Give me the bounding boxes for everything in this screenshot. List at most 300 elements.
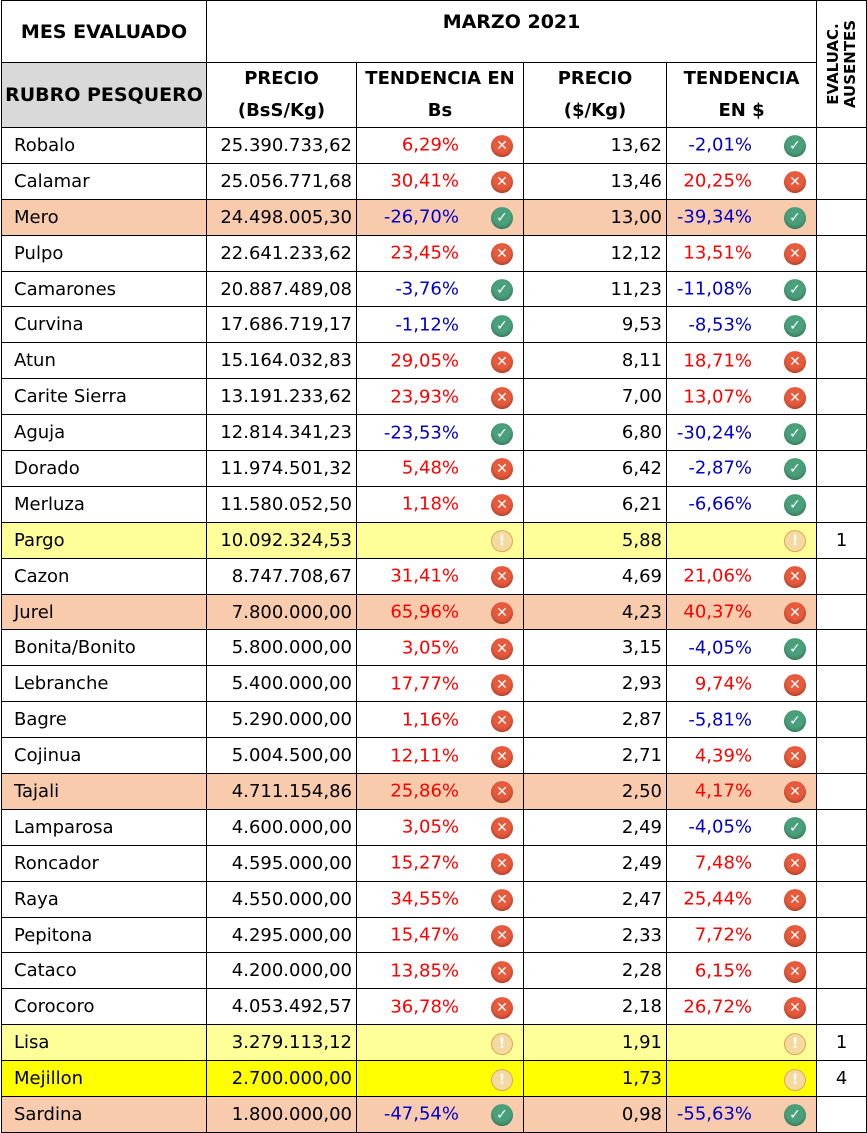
rubro-name: Raya bbox=[2, 881, 207, 917]
evaluac-ausentes-value bbox=[817, 415, 867, 451]
month-title: MARZO 2021 bbox=[207, 1, 817, 63]
check-circle-icon: ✓ bbox=[784, 1105, 806, 1127]
trend-percent: -3,76% bbox=[395, 278, 459, 300]
trend-percent: 6,29% bbox=[401, 134, 459, 156]
rubro-name: Corocoro bbox=[2, 989, 207, 1025]
precio-usd-value: 6,21 bbox=[524, 486, 667, 522]
x-circle-icon: ✕ bbox=[784, 961, 806, 983]
trend-percent: 1,16% bbox=[401, 709, 459, 731]
precio-bs-value: 20.887.489,08 bbox=[207, 271, 357, 307]
tendencia-usd-cell bbox=[667, 774, 817, 810]
precio-usd-line2: ($/Kg) bbox=[563, 100, 627, 121]
trend-percent: -1,12% bbox=[395, 314, 459, 336]
table-row bbox=[2, 702, 867, 738]
rubro-name: Bagre bbox=[2, 702, 207, 738]
rubro-name: Lamparosa bbox=[2, 809, 207, 845]
tendencia-bs-cell bbox=[357, 163, 524, 199]
trend-percent: 65,96% bbox=[390, 601, 459, 623]
tendencia-bs-cell bbox=[357, 845, 524, 881]
rubro-name: Robalo bbox=[2, 128, 207, 164]
tendencia-usd-line2: EN $ bbox=[718, 100, 765, 121]
tendencia-bs-cell bbox=[357, 666, 524, 702]
rubro-name: Lisa bbox=[2, 1025, 207, 1061]
precio-bs-value: 4.600.000,00 bbox=[207, 809, 357, 845]
check-circle-icon: ✓ bbox=[784, 638, 806, 660]
evaluac-ausentes-value bbox=[817, 738, 867, 774]
x-circle-icon: ✕ bbox=[491, 746, 513, 768]
evaluac-ausentes-value bbox=[817, 666, 867, 702]
precio-bs-value: 4.295.000,00 bbox=[207, 917, 357, 953]
trend-percent: -55,63% bbox=[676, 1103, 753, 1125]
tendencia-bs-cell bbox=[357, 486, 524, 522]
tendencia-usd-cell bbox=[667, 809, 817, 845]
precio-bs-value: 4.053.492,57 bbox=[207, 989, 357, 1025]
trend-percent: 30,41% bbox=[390, 170, 459, 192]
tendencia-usd-cell bbox=[667, 702, 817, 738]
precio-usd-value: 6,42 bbox=[524, 451, 667, 487]
warning-circle-icon: ! bbox=[491, 1069, 513, 1091]
evaluac-ausentes-value bbox=[817, 1097, 867, 1133]
trend-percent: -23,53% bbox=[383, 422, 459, 444]
x-circle-icon: ✕ bbox=[491, 889, 513, 911]
evaluac-ausentes-header bbox=[817, 1, 867, 128]
evaluac-ausentes-value bbox=[817, 271, 867, 307]
tendencia-usd-cell bbox=[667, 558, 817, 594]
table-row bbox=[2, 451, 867, 487]
check-circle-icon: ✓ bbox=[784, 315, 806, 337]
warning-circle-icon: ! bbox=[491, 1033, 513, 1055]
x-circle-icon: ✕ bbox=[784, 171, 806, 193]
trend-percent: 20,25% bbox=[683, 170, 753, 192]
table-row bbox=[2, 415, 867, 451]
trend-percent: -5,81% bbox=[688, 709, 753, 731]
precio-bs-value: 2.700.000,00 bbox=[207, 1061, 357, 1097]
trend-percent: -8,53% bbox=[688, 314, 753, 336]
trend-percent: 13,07% bbox=[683, 386, 753, 408]
rubro-name: Atun bbox=[2, 343, 207, 379]
tendencia-usd-cell bbox=[667, 953, 817, 989]
table-row bbox=[2, 1061, 867, 1097]
precio-bs-value: 4.550.000,00 bbox=[207, 881, 357, 917]
x-circle-icon: ✕ bbox=[491, 782, 513, 804]
x-circle-icon: ✕ bbox=[784, 889, 806, 911]
rubro-name: Merluza bbox=[2, 486, 207, 522]
trend-percent: -30,24% bbox=[676, 422, 753, 444]
trend-percent: 1,18% bbox=[401, 493, 459, 515]
tendencia-usd-cell bbox=[667, 881, 817, 917]
tendencia-usd-cell bbox=[667, 271, 817, 307]
rubro-name: Dorado bbox=[2, 451, 207, 487]
precio-bs-line1: PRECIO bbox=[244, 68, 319, 89]
precio-bs-value: 12.814.341,23 bbox=[207, 415, 357, 451]
tendencia-usd-cell bbox=[667, 1061, 817, 1097]
precio-usd-value: 2,47 bbox=[524, 881, 667, 917]
evaluac-ausentes-value: 1 bbox=[817, 522, 867, 558]
check-circle-icon: ✓ bbox=[784, 136, 806, 158]
x-circle-icon: ✕ bbox=[784, 853, 806, 875]
tendencia-usd-cell bbox=[667, 235, 817, 271]
trend-percent: 5,48% bbox=[401, 457, 459, 479]
x-circle-icon: ✕ bbox=[491, 925, 513, 947]
tendencia-bs-cell bbox=[357, 774, 524, 810]
table-row bbox=[2, 271, 867, 307]
x-circle-icon: ✕ bbox=[491, 961, 513, 983]
trend-percent: 12,11% bbox=[390, 745, 459, 767]
precio-bs-value: 5.800.000,00 bbox=[207, 630, 357, 666]
precio-usd-value: 5,88 bbox=[524, 522, 667, 558]
precio-usd-value: 9,53 bbox=[524, 307, 667, 343]
table-row bbox=[2, 738, 867, 774]
trend-percent: -11,08% bbox=[676, 278, 753, 300]
evaluac-ausentes-value bbox=[817, 702, 867, 738]
precio-usd-value: 4,23 bbox=[524, 594, 667, 630]
tendencia-usd-cell bbox=[667, 307, 817, 343]
rubro-name: Lebranche bbox=[2, 666, 207, 702]
trend-percent: 4,39% bbox=[694, 745, 753, 767]
trend-percent: 40,37% bbox=[683, 601, 753, 623]
tendencia-bs-cell bbox=[357, 271, 524, 307]
tendencia-usd-cell bbox=[667, 415, 817, 451]
table-row bbox=[2, 845, 867, 881]
rubro-name: Carite Sierra bbox=[2, 379, 207, 415]
tendencia-usd-cell bbox=[667, 343, 817, 379]
table-row bbox=[2, 379, 867, 415]
tendencia-usd-cell bbox=[667, 1025, 817, 1061]
tendencia-bs-cell bbox=[357, 989, 524, 1025]
precio-usd-value: 2,28 bbox=[524, 953, 667, 989]
table-row bbox=[2, 774, 867, 810]
tendencia-bs-cell bbox=[357, 522, 524, 558]
tendencia-usd-cell bbox=[667, 917, 817, 953]
precio-usd-line1: PRECIO bbox=[557, 68, 633, 89]
evaluac-ausentes-value bbox=[817, 199, 867, 235]
precio-usd-value: 0,98 bbox=[524, 1097, 667, 1133]
precio-usd-value: 2,18 bbox=[524, 989, 667, 1025]
precio-bs-value: 11.580.052,50 bbox=[207, 486, 357, 522]
precio-usd-value: 2,49 bbox=[524, 809, 667, 845]
precio-bs-value: 7.800.000,00 bbox=[207, 594, 357, 630]
x-circle-icon: ✕ bbox=[491, 136, 513, 158]
evaluac-ausentes-value bbox=[817, 809, 867, 845]
mes-evaluado-label: MES EVALUADO bbox=[2, 1, 207, 63]
trend-percent: -6,66% bbox=[688, 493, 753, 515]
check-circle-icon: ✓ bbox=[784, 279, 806, 301]
tendencia-bs-cell bbox=[357, 451, 524, 487]
table-row bbox=[2, 809, 867, 845]
trend-percent: 25,86% bbox=[390, 780, 459, 802]
tendencia-usd-cell bbox=[667, 486, 817, 522]
precio-usd-value: 1,73 bbox=[524, 1061, 667, 1097]
rubro-name: Camarones bbox=[2, 271, 207, 307]
evaluac-ausentes-value bbox=[817, 881, 867, 917]
trend-percent: -2,01% bbox=[688, 134, 753, 156]
trend-percent: 26,72% bbox=[683, 996, 753, 1018]
x-circle-icon: ✕ bbox=[491, 566, 513, 588]
tendencia-bs-cell bbox=[357, 738, 524, 774]
tendencia-bs-cell bbox=[357, 415, 524, 451]
table-row bbox=[2, 666, 867, 702]
x-circle-icon: ✕ bbox=[491, 459, 513, 481]
table-row bbox=[2, 307, 867, 343]
x-circle-icon: ✕ bbox=[784, 674, 806, 696]
trend-percent: 13,85% bbox=[390, 960, 459, 982]
table-row bbox=[2, 486, 867, 522]
x-circle-icon: ✕ bbox=[784, 997, 806, 1019]
x-circle-icon: ✕ bbox=[491, 638, 513, 660]
trend-percent: 21,06% bbox=[683, 565, 753, 587]
check-circle-icon: ✓ bbox=[784, 494, 806, 516]
evaluac-ausentes-value bbox=[817, 163, 867, 199]
tendencia-bs-cell bbox=[357, 235, 524, 271]
precio-bs-value: 13.191.233,62 bbox=[207, 379, 357, 415]
check-circle-icon: ✓ bbox=[491, 315, 513, 337]
table-row bbox=[2, 343, 867, 379]
tendencia-bs-cell bbox=[357, 1025, 524, 1061]
tendencia-bs-cell bbox=[357, 1097, 524, 1133]
evaluac-ausentes-value bbox=[817, 128, 867, 164]
precio-usd-value: 13,46 bbox=[524, 163, 667, 199]
x-circle-icon: ✕ bbox=[784, 351, 806, 373]
x-circle-icon: ✕ bbox=[784, 387, 806, 409]
precio-usd-value: 11,23 bbox=[524, 271, 667, 307]
precio-usd-value: 6,80 bbox=[524, 415, 667, 451]
header-row-columns bbox=[2, 63, 867, 128]
x-circle-icon: ✕ bbox=[491, 674, 513, 696]
x-circle-icon: ✕ bbox=[491, 997, 513, 1019]
header-row-month bbox=[2, 1, 867, 63]
rubro-name: Cataco bbox=[2, 953, 207, 989]
precio-bs-value: 4.711.154,86 bbox=[207, 774, 357, 810]
table-row bbox=[2, 558, 867, 594]
rubro-name: Jurel bbox=[2, 594, 207, 630]
tendencia-usd-cell bbox=[667, 666, 817, 702]
tendencia-usd-line1: TENDENCIA bbox=[683, 68, 800, 89]
rubro-name: Cazon bbox=[2, 558, 207, 594]
tendencia-usd-cell bbox=[667, 163, 817, 199]
rubro-name: Calamar bbox=[2, 163, 207, 199]
tendencia-bs-cell bbox=[357, 343, 524, 379]
rubro-name: Pulpo bbox=[2, 235, 207, 271]
tendencia-bs-cell bbox=[357, 953, 524, 989]
tendencia-bs-cell bbox=[357, 199, 524, 235]
precio-bs-value: 4.200.000,00 bbox=[207, 953, 357, 989]
tendencia-bs-cell bbox=[357, 881, 524, 917]
tendencia-usd-cell bbox=[667, 451, 817, 487]
rubro-pesquero-label: RUBRO PESQUERO bbox=[2, 63, 207, 128]
tendencia-usd-cell bbox=[667, 594, 817, 630]
warning-circle-icon: ! bbox=[784, 1069, 806, 1091]
x-circle-icon: ✕ bbox=[491, 494, 513, 516]
evaluac-ausentes-value bbox=[817, 486, 867, 522]
table-row bbox=[2, 953, 867, 989]
check-circle-icon: ✓ bbox=[784, 459, 806, 481]
evaluac-ausentes-value bbox=[817, 845, 867, 881]
evaluac-ausentes-value bbox=[817, 774, 867, 810]
tendencia-bs-cell bbox=[357, 917, 524, 953]
precio-usd-header bbox=[524, 63, 667, 128]
check-circle-icon: ✓ bbox=[491, 207, 513, 229]
precio-usd-value: 7,00 bbox=[524, 379, 667, 415]
trend-percent: 18,71% bbox=[683, 350, 753, 372]
tendencia-bs-line1: TENDENCIA EN bbox=[365, 68, 515, 89]
check-circle-icon: ✓ bbox=[784, 710, 806, 732]
trend-percent: 34,55% bbox=[390, 888, 459, 910]
x-circle-icon: ✕ bbox=[784, 602, 806, 624]
x-circle-icon: ✕ bbox=[491, 171, 513, 193]
evaluac-ausentes-value bbox=[817, 379, 867, 415]
table-row bbox=[2, 199, 867, 235]
evaluac-ausentes-value bbox=[817, 953, 867, 989]
rubro-name: Curvina bbox=[2, 307, 207, 343]
precio-usd-value: 13,00 bbox=[524, 199, 667, 235]
evaluac-ausentes-value bbox=[817, 594, 867, 630]
check-circle-icon: ✓ bbox=[491, 279, 513, 301]
trend-percent: 31,41% bbox=[390, 565, 459, 587]
check-circle-icon: ✓ bbox=[784, 423, 806, 445]
tendencia-usd-cell bbox=[667, 630, 817, 666]
trend-percent: 36,78% bbox=[390, 996, 459, 1018]
x-circle-icon: ✕ bbox=[784, 566, 806, 588]
evaluac-ausentes-value bbox=[817, 307, 867, 343]
precio-bs-value: 25.056.771,68 bbox=[207, 163, 357, 199]
trend-percent: 4,17% bbox=[694, 780, 753, 802]
table-row bbox=[2, 989, 867, 1025]
rubro-name: Mejillon bbox=[2, 1061, 207, 1097]
trend-percent: 7,72% bbox=[694, 924, 753, 946]
trend-percent: -26,70% bbox=[383, 206, 459, 228]
trend-percent: 13,51% bbox=[683, 242, 753, 264]
rubro-name: Pepitona bbox=[2, 917, 207, 953]
trend-percent: -2,87% bbox=[688, 457, 753, 479]
rubro-name: Bonita/Bonito bbox=[2, 630, 207, 666]
table-row bbox=[2, 235, 867, 271]
table-row bbox=[2, 1097, 867, 1133]
tendencia-usd-cell bbox=[667, 379, 817, 415]
precio-bs-value: 10.092.324,53 bbox=[207, 522, 357, 558]
tendencia-bs-line2: Bs bbox=[427, 100, 453, 121]
table-row bbox=[2, 917, 867, 953]
tendencia-usd-cell bbox=[667, 199, 817, 235]
trend-percent: 15,27% bbox=[390, 852, 459, 874]
tendencia-bs-cell bbox=[357, 1061, 524, 1097]
trend-percent: -39,34% bbox=[676, 206, 753, 228]
check-circle-icon: ✓ bbox=[784, 817, 806, 839]
tendencia-usd-cell bbox=[667, 989, 817, 1025]
precio-usd-value: 8,11 bbox=[524, 343, 667, 379]
precio-usd-value: 2,50 bbox=[524, 774, 667, 810]
precio-bs-value: 17.686.719,17 bbox=[207, 307, 357, 343]
tendencia-usd-cell bbox=[667, 128, 817, 164]
ausentes-label: AUSENTES bbox=[840, 19, 859, 109]
evaluac-ausentes-value bbox=[817, 989, 867, 1025]
precio-bs-value: 11.974.501,32 bbox=[207, 451, 357, 487]
trend-percent: 25,44% bbox=[683, 888, 753, 910]
rubro-name: Cojinua bbox=[2, 738, 207, 774]
precio-bs-value: 15.164.032,83 bbox=[207, 343, 357, 379]
precio-usd-value: 13,62 bbox=[524, 128, 667, 164]
precio-usd-value: 2,49 bbox=[524, 845, 667, 881]
trend-percent: 9,74% bbox=[694, 673, 753, 695]
check-circle-icon: ✓ bbox=[784, 207, 806, 229]
rubro-name: Mero bbox=[2, 199, 207, 235]
x-circle-icon: ✕ bbox=[784, 243, 806, 265]
tendencia-bs-cell bbox=[357, 558, 524, 594]
table-row bbox=[2, 594, 867, 630]
precio-bs-value: 5.400.000,00 bbox=[207, 666, 357, 702]
precio-bs-value: 24.498.005,30 bbox=[207, 199, 357, 235]
x-circle-icon: ✕ bbox=[491, 387, 513, 409]
rubro-name: Tajali bbox=[2, 774, 207, 810]
precio-usd-value: 2,71 bbox=[524, 738, 667, 774]
tendencia-bs-cell bbox=[357, 307, 524, 343]
tendencia-bs-cell bbox=[357, 128, 524, 164]
trend-percent: -4,05% bbox=[688, 816, 753, 838]
trend-percent: 17,77% bbox=[390, 673, 459, 695]
precio-bs-line2: (BsS/Kg) bbox=[237, 100, 326, 121]
evaluac-ausentes-value bbox=[817, 235, 867, 271]
table-row bbox=[2, 163, 867, 199]
x-circle-icon: ✕ bbox=[784, 746, 806, 768]
x-circle-icon: ✕ bbox=[491, 817, 513, 839]
table-row bbox=[2, 1025, 867, 1061]
trend-percent: 6,15% bbox=[694, 960, 753, 982]
rubro-name: Sardina bbox=[2, 1097, 207, 1133]
tendencia-usd-cell bbox=[667, 522, 817, 558]
trend-percent: -4,05% bbox=[688, 637, 753, 659]
price-table bbox=[1, 0, 867, 1133]
precio-usd-value: 1,91 bbox=[524, 1025, 667, 1061]
precio-bs-header bbox=[207, 63, 357, 128]
rubro-name: Aguja bbox=[2, 415, 207, 451]
precio-usd-value: 2,93 bbox=[524, 666, 667, 702]
precio-bs-value: 22.641.233,62 bbox=[207, 235, 357, 271]
check-circle-icon: ✓ bbox=[491, 1105, 513, 1127]
trend-percent: 29,05% bbox=[390, 350, 459, 372]
precio-usd-value: 3,15 bbox=[524, 630, 667, 666]
precio-bs-value: 1.800.000,00 bbox=[207, 1097, 357, 1133]
tendencia-bs-cell bbox=[357, 630, 524, 666]
tendencia-usd-cell bbox=[667, 738, 817, 774]
trend-percent: 23,45% bbox=[390, 242, 459, 264]
precio-bs-value: 8.747.708,67 bbox=[207, 558, 357, 594]
x-circle-icon: ✕ bbox=[491, 351, 513, 373]
trend-percent: -47,54% bbox=[383, 1103, 459, 1125]
rubro-name: Pargo bbox=[2, 522, 207, 558]
evaluac-ausentes-value bbox=[817, 917, 867, 953]
x-circle-icon: ✕ bbox=[491, 602, 513, 624]
warning-circle-icon: ! bbox=[491, 530, 513, 552]
evaluac-ausentes-value bbox=[817, 343, 867, 379]
tendencia-bs-cell bbox=[357, 702, 524, 738]
table-row bbox=[2, 881, 867, 917]
trend-percent: 23,93% bbox=[390, 386, 459, 408]
precio-usd-value: 2,87 bbox=[524, 702, 667, 738]
trend-percent: 3,05% bbox=[401, 637, 459, 659]
table-row bbox=[2, 630, 867, 666]
evaluac-label: EVALUAC. bbox=[823, 23, 842, 105]
evaluac-ausentes-value: 1 bbox=[817, 1025, 867, 1061]
x-circle-icon: ✕ bbox=[491, 853, 513, 875]
x-circle-icon: ✕ bbox=[491, 243, 513, 265]
warning-circle-icon: ! bbox=[784, 530, 806, 552]
evaluac-ausentes-value bbox=[817, 558, 867, 594]
x-circle-icon: ✕ bbox=[784, 782, 806, 804]
precio-usd-value: 12,12 bbox=[524, 235, 667, 271]
table-row bbox=[2, 128, 867, 164]
tendencia-usd-cell bbox=[667, 845, 817, 881]
tendencia-bs-cell bbox=[357, 379, 524, 415]
trend-percent: 7,48% bbox=[694, 852, 753, 874]
